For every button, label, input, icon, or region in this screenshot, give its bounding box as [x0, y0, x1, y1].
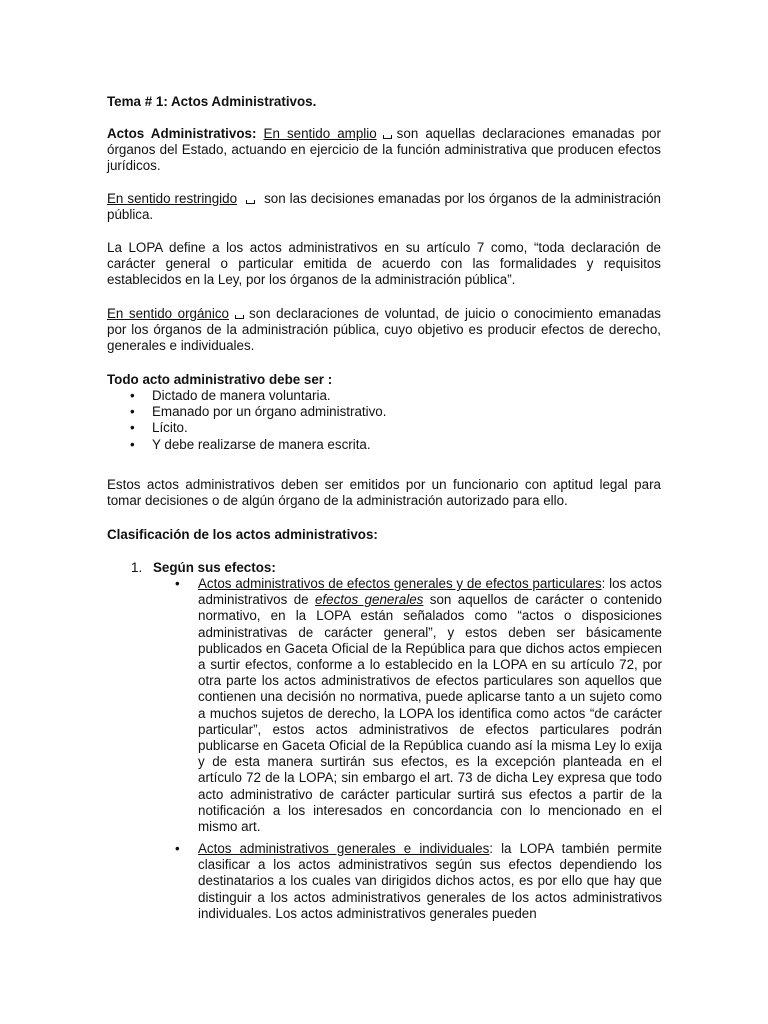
definition-text: son aquellas declaraciones emanadas por órganos del Estado, actuando en ejercicio de la función administrativa que producen efectos jurídicos. — [107, 126, 661, 174]
paragraph-sentido-organico — [107, 306, 661, 355]
clasificacion-heading: Clasificación de los actos administrativos: — [107, 527, 378, 542]
definition-text: son declaraciones de voluntad, de juicio o conocimiento emanadas por los órganos de la administración pública, cuyo objetivo es producir efectos de derecho, generales e individuales. — [107, 306, 661, 354]
subitem-generales-individuales — [175, 841, 662, 922]
underscore-mark — [246, 200, 255, 204]
paragraph-sentido-amplio — [107, 126, 661, 175]
subitem-text: son aquellos de carácter o contenido normativo, en la LOPA están señalados como “actos o disposiciones administrativas de carácter general”, y estos deben ser básicamente publicados en Gaceta Oficial de la República para que dichos actos empiecen a surtir efectos, conforme a lo establecido en la LOPA en su artículo 72, por otra parte los actos administrativos de efectos particulares son aquellos que contienen una decisión no normativa, puede aplicarse tanto a un sujeto como a muchos sujetos de derecho, la LOPA los identifica como actos “de carácter particular”, estos actos administrativos de efectos particulares podrán publicarse en Gaceta Oficial de la República cuando así la misma Ley lo exija y de esta manera surtirán sus efectos, es la excepción planteada en el artículo 72 de la LOPA; sin embargo el art. 73 de dicha Ley expresa que todo acto administrativo de carácter particular surtirá sus efectos a partir de la notificación a los interesados en concordancia con lo mencionado en el mismo art. — [198, 592, 662, 835]
subitem-body — [198, 576, 662, 835]
section-title: Según sus efectos: — [153, 560, 276, 575]
term-sentido-restringido: En sentido restringido — [107, 191, 238, 206]
list-item: • Lícito. — [107, 420, 661, 436]
term-sentido-amplio: En sentido amplio — [263, 126, 377, 141]
subitem-text: : los actos administrativos de — [198, 576, 662, 608]
subitem-text: : la LOPA también permite clasificar a los actos administrativos según sus efectos dependiendo los destinatarios a los cuales van dirigidos dichos actos, es por ello que hay que distinguir a los actos administrativos generales de los actos administrativos individuales. Los actos administrativos generales pueden — [198, 841, 662, 921]
emphasis-efectos-generales: efectos generales — [314, 592, 424, 608]
underscore-mark — [383, 135, 392, 139]
subitem-body — [198, 841, 662, 922]
list-item: • Y debe realizarse de manera escrita. — [107, 437, 661, 453]
bullet-icon: • — [175, 841, 180, 856]
subitem-term: Actos administrativos generales e individuales — [198, 841, 490, 856]
paragraph-emision: Estos actos administrativos deben ser emitidos por un funcionario con aptitud legal para tomar decisiones o de algún órgano de la administración autorizado para ello. — [107, 477, 661, 509]
subitem-efectos-generales-particulares — [175, 576, 662, 835]
requisitos-list — [107, 388, 661, 453]
subitem-term: Actos administrativos de efectos generales y de efectos particulares — [198, 576, 602, 591]
requisitos-heading: Todo acto administrativo debe ser : — [107, 372, 333, 387]
paragraph-sentido-restringido — [107, 191, 661, 223]
bullet-icon: • — [175, 576, 180, 591]
definition-text: son las decisiones emanadas por los órganos de la administración pública. — [107, 191, 661, 223]
underscore-mark — [235, 315, 244, 319]
list-item: • Emanado por un órgano administrativo. — [107, 404, 661, 420]
paragraph-lopa-definicion: La LOPA define a los actos administrativos en su artículo 7 como, “toda declaración de carácter general o particular emitida de acuerdo con las formalidades y requisitos establecidos en la Ley, por los órganos de la administración pública”. — [107, 240, 661, 288]
term-sentido-organico: En sentido orgánico — [107, 306, 229, 321]
list-item: • Dictado de manera voluntaria. — [107, 388, 661, 404]
document-title: Tema # 1: Actos Administrativos. — [107, 94, 317, 109]
paragraph-lead: Actos Administrativos: — [107, 126, 257, 141]
section-number: 1. — [131, 560, 143, 575]
